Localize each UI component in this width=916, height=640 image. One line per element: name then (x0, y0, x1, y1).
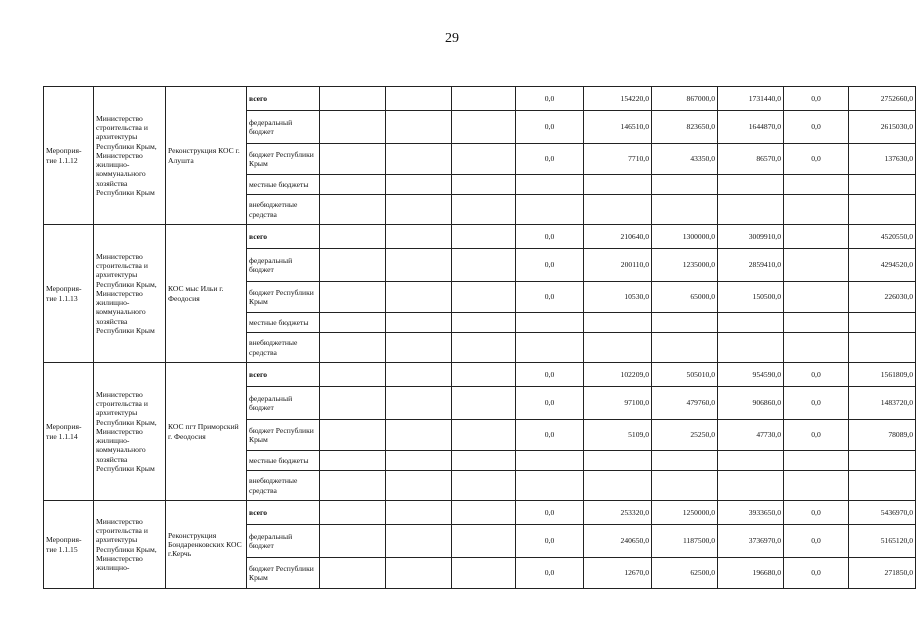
funding-source-cell: местные бюджеты (247, 175, 320, 195)
empty-cell (452, 195, 516, 225)
value-cell (584, 175, 652, 195)
value-cell: 0,0 (784, 387, 849, 420)
value-cell (584, 471, 652, 501)
table-body (44, 87, 916, 589)
value-cell: 0,0 (516, 420, 584, 451)
funding-source-cell: всего (247, 501, 320, 525)
value-cell: 1483720,0 (849, 387, 916, 420)
funding-source-cell: федеральный бюджет (247, 525, 320, 558)
value-cell: 0,0 (516, 282, 584, 313)
funding-source-cell: бюджет Республики Крым (247, 144, 320, 175)
empty-cell (320, 175, 386, 195)
empty-cell (320, 195, 386, 225)
executor-cell: Министерство строительства и архитектуры Республики Крым, Министерство жилищно-коммунального хозяйства Республики Крым (94, 87, 166, 225)
value-cell: 0,0 (784, 420, 849, 451)
empty-cell (320, 333, 386, 363)
value-cell: 2752660,0 (849, 87, 916, 111)
empty-cell (320, 451, 386, 471)
value-cell: 479760,0 (652, 387, 718, 420)
empty-cell (320, 87, 386, 111)
value-cell: 0,0 (784, 87, 849, 111)
empty-cell (386, 420, 452, 451)
event-cell: Мероприя-тие 1.1.13 (44, 225, 94, 363)
value-cell: 0,0 (784, 111, 849, 144)
empty-cell (452, 501, 516, 525)
value-cell: 823650,0 (652, 111, 718, 144)
empty-cell (386, 313, 452, 333)
value-cell: 1731440,0 (718, 87, 784, 111)
empty-cell (452, 525, 516, 558)
value-cell: 1300000,0 (652, 225, 718, 249)
value-cell: 240650,0 (584, 525, 652, 558)
funding-source-cell: бюджет Республики Крым (247, 558, 320, 589)
value-cell (849, 195, 916, 225)
value-cell: 7710,0 (584, 144, 652, 175)
empty-cell (320, 249, 386, 282)
empty-cell (452, 282, 516, 313)
empty-cell (452, 363, 516, 387)
value-cell: 954590,0 (718, 363, 784, 387)
value-cell: 1644870,0 (718, 111, 784, 144)
table-row (44, 501, 916, 525)
value-cell (516, 333, 584, 363)
funding-source-cell: всего (247, 87, 320, 111)
value-cell (784, 282, 849, 313)
funding-source-cell: всего (247, 363, 320, 387)
empty-cell (386, 387, 452, 420)
empty-cell (320, 501, 386, 525)
value-cell (784, 451, 849, 471)
value-cell: 0,0 (516, 144, 584, 175)
empty-cell (452, 420, 516, 451)
empty-cell (452, 451, 516, 471)
empty-cell (386, 282, 452, 313)
empty-cell (452, 249, 516, 282)
value-cell: 0,0 (516, 225, 584, 249)
value-cell: 0,0 (516, 111, 584, 144)
empty-cell (452, 87, 516, 111)
empty-cell (386, 525, 452, 558)
funding-source-cell: федеральный бюджет (247, 249, 320, 282)
value-cell: 146510,0 (584, 111, 652, 144)
value-cell: 0,0 (784, 363, 849, 387)
value-cell (784, 313, 849, 333)
value-cell: 226030,0 (849, 282, 916, 313)
value-cell: 0,0 (784, 501, 849, 525)
value-cell: 43350,0 (652, 144, 718, 175)
value-cell: 1250000,0 (652, 501, 718, 525)
empty-cell (386, 471, 452, 501)
empty-cell (452, 111, 516, 144)
value-cell (849, 313, 916, 333)
value-cell: 200110,0 (584, 249, 652, 282)
value-cell: 0,0 (516, 558, 584, 589)
funding-source-cell: федеральный бюджет (247, 111, 320, 144)
table-row (44, 225, 916, 249)
empty-cell (320, 558, 386, 589)
value-cell: 0,0 (516, 249, 584, 282)
empty-cell (452, 144, 516, 175)
value-cell (718, 195, 784, 225)
value-cell: 102209,0 (584, 363, 652, 387)
value-cell: 2859410,0 (718, 249, 784, 282)
value-cell: 78089,0 (849, 420, 916, 451)
value-cell: 253320,0 (584, 501, 652, 525)
value-cell: 867000,0 (652, 87, 718, 111)
value-cell: 5109,0 (584, 420, 652, 451)
value-cell: 210640,0 (584, 225, 652, 249)
object-cell: КОС мыс Ильи г. Феодосия (166, 225, 247, 363)
event-cell: Мероприя-тие 1.1.15 (44, 501, 94, 589)
empty-cell (386, 111, 452, 144)
empty-cell (386, 175, 452, 195)
empty-cell (386, 558, 452, 589)
empty-cell (320, 387, 386, 420)
value-cell: 4520550,0 (849, 225, 916, 249)
funding-source-cell: всего (247, 225, 320, 249)
value-cell (784, 471, 849, 501)
empty-cell (452, 175, 516, 195)
value-cell (718, 333, 784, 363)
value-cell: 137630,0 (849, 144, 916, 175)
funding-source-cell: местные бюджеты (247, 451, 320, 471)
empty-cell (320, 144, 386, 175)
funding-source-cell: бюджет Республики Крым (247, 282, 320, 313)
executor-cell: Министерство строительства и архитектуры Республики Крым, Министерство жилищно-коммунального хозяйства Республики Крым (94, 363, 166, 501)
value-cell: 25250,0 (652, 420, 718, 451)
empty-cell (452, 387, 516, 420)
empty-cell (452, 558, 516, 589)
empty-cell (320, 363, 386, 387)
value-cell: 86570,0 (718, 144, 784, 175)
empty-cell (320, 225, 386, 249)
table-row (44, 363, 916, 387)
value-cell (849, 471, 916, 501)
value-cell (516, 175, 584, 195)
value-cell: 0,0 (516, 501, 584, 525)
empty-cell (320, 471, 386, 501)
empty-cell (320, 313, 386, 333)
empty-cell (320, 111, 386, 144)
value-cell: 62500,0 (652, 558, 718, 589)
value-cell (718, 451, 784, 471)
value-cell (516, 471, 584, 501)
value-cell (516, 313, 584, 333)
value-cell: 0,0 (784, 525, 849, 558)
empty-cell (386, 87, 452, 111)
value-cell: 3933650,0 (718, 501, 784, 525)
empty-cell (386, 451, 452, 471)
empty-cell (386, 501, 452, 525)
funding-source-cell: федеральный бюджет (247, 387, 320, 420)
value-cell (652, 471, 718, 501)
value-cell: 97100,0 (584, 387, 652, 420)
empty-cell (452, 313, 516, 333)
value-cell (584, 333, 652, 363)
value-cell (584, 313, 652, 333)
value-cell (784, 175, 849, 195)
value-cell: 196680,0 (718, 558, 784, 589)
value-cell: 0,0 (516, 363, 584, 387)
value-cell: 505010,0 (652, 363, 718, 387)
value-cell: 12670,0 (584, 558, 652, 589)
empty-cell (386, 195, 452, 225)
value-cell: 5165120,0 (849, 525, 916, 558)
value-cell: 0,0 (516, 387, 584, 420)
executor-cell: Министерство строительства и архитектуры Республики Крым, Министерство жилищно-коммунального хозяйства Республики Крым (94, 225, 166, 363)
value-cell: 2615030,0 (849, 111, 916, 144)
empty-cell (452, 333, 516, 363)
object-cell: КОС пгт Приморский г. Феодосия (166, 363, 247, 501)
funding-source-cell: внебюджетные средства (247, 333, 320, 363)
empty-cell (386, 333, 452, 363)
funding-source-cell: внебюджетные средства (247, 471, 320, 501)
value-cell: 1235000,0 (652, 249, 718, 282)
value-cell: 150500,0 (718, 282, 784, 313)
value-cell (516, 451, 584, 471)
value-cell (652, 195, 718, 225)
budget-table (43, 86, 916, 589)
empty-cell (386, 225, 452, 249)
object-cell: Реконструкция Бондаренковских КОС г.Керчь (166, 501, 247, 589)
empty-cell (320, 525, 386, 558)
event-cell: Мероприя-тие 1.1.14 (44, 363, 94, 501)
table-row (44, 87, 916, 111)
empty-cell (386, 249, 452, 282)
empty-cell (320, 282, 386, 313)
funding-source-cell: бюджет Республики Крым (247, 420, 320, 451)
value-cell (718, 175, 784, 195)
value-cell (849, 333, 916, 363)
value-cell: 0,0 (516, 87, 584, 111)
value-cell (784, 249, 849, 282)
value-cell (652, 451, 718, 471)
funding-source-cell: внебюджетные средства (247, 195, 320, 225)
value-cell: 10530,0 (584, 282, 652, 313)
value-cell: 0,0 (784, 144, 849, 175)
value-cell (652, 313, 718, 333)
page-number: 29 (445, 31, 459, 46)
empty-cell (386, 363, 452, 387)
value-cell (718, 313, 784, 333)
value-cell (849, 175, 916, 195)
value-cell (849, 451, 916, 471)
value-cell (516, 195, 584, 225)
value-cell: 65000,0 (652, 282, 718, 313)
value-cell (718, 471, 784, 501)
value-cell: 3736970,0 (718, 525, 784, 558)
empty-cell (320, 420, 386, 451)
value-cell (652, 175, 718, 195)
value-cell: 4294520,0 (849, 249, 916, 282)
value-cell (584, 451, 652, 471)
funding-source-cell: местные бюджеты (247, 313, 320, 333)
object-cell: Реконструкция КОС г. Алушта (166, 87, 247, 225)
value-cell (784, 195, 849, 225)
executor-cell: Министерство строительства и архитектуры Республики Крым, Министерство жилищно- (94, 501, 166, 589)
empty-cell (452, 225, 516, 249)
value-cell: 1187500,0 (652, 525, 718, 558)
value-cell: 0,0 (784, 558, 849, 589)
empty-cell (386, 144, 452, 175)
value-cell (584, 195, 652, 225)
value-cell (784, 333, 849, 363)
value-cell: 271850,0 (849, 558, 916, 589)
value-cell: 1561809,0 (849, 363, 916, 387)
value-cell: 47730,0 (718, 420, 784, 451)
empty-cell (452, 471, 516, 501)
value-cell: 0,0 (516, 525, 584, 558)
value-cell (784, 225, 849, 249)
value-cell: 5436970,0 (849, 501, 916, 525)
value-cell (652, 333, 718, 363)
value-cell: 154220,0 (584, 87, 652, 111)
event-cell: Мероприя-тие 1.1.12 (44, 87, 94, 225)
value-cell: 906860,0 (718, 387, 784, 420)
value-cell: 3009910,0 (718, 225, 784, 249)
